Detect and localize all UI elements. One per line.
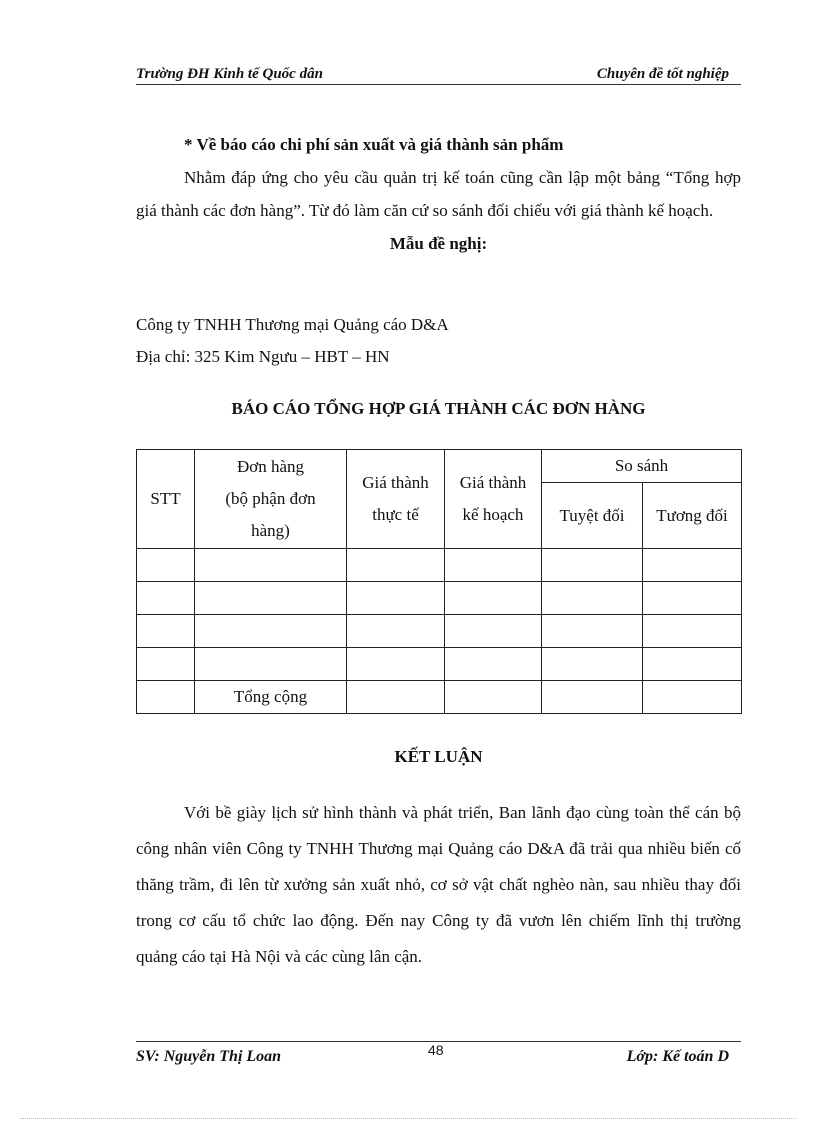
section-heading: * Về báo cáo chi phí sản xuất và giá thành sản phẩm	[184, 135, 564, 154]
conclusion-title: KẾT LUẬN	[394, 747, 483, 766]
col-header-planned-cost	[445, 450, 542, 549]
footer-student: SV: Nguyễn Thị Loan	[136, 1048, 282, 1065]
order-header-line1: Đơn hàng	[236, 457, 305, 476]
company-address: Địa chỉ: 325 Kim Ngưu – HBT – HN	[136, 347, 390, 366]
page-footer	[136, 1041, 741, 1068]
conclusion-section	[136, 795, 741, 975]
page-header	[136, 66, 741, 85]
company-info	[136, 309, 741, 373]
table-row	[137, 615, 742, 648]
col-header-absolute: Tuyệt đối	[542, 483, 643, 549]
order-header-line3: hàng)	[251, 521, 290, 540]
table-row	[137, 549, 742, 582]
report-title: BÁO CÁO TỔNG HỢP GIÁ THÀNH CÁC ĐƠN HÀNG	[231, 399, 646, 418]
col-header-compare: So sánh	[542, 450, 742, 483]
total-label: Tổng cộng	[195, 681, 347, 714]
section-paragraph: Nhằm đáp ứng cho yêu cầu quản trị kế toán cũng cần lập một bảng “Tổng hợp giá thành các đơn hàng”. Từ đó làm căn cứ so sánh đối chiếu với giá thành kế hoạch.	[136, 168, 741, 220]
actual-header-line2: thực tế	[372, 505, 419, 524]
total-row	[137, 681, 742, 714]
col-header-relative: Tương đối	[643, 483, 742, 549]
col-header-actual-cost	[347, 450, 445, 549]
cost-report-table	[136, 449, 742, 714]
company-name: Công ty TNHH Thương mại Quảng cáo D&A	[136, 315, 449, 334]
col-header-stt: STT	[137, 450, 195, 549]
section-intro	[136, 128, 741, 260]
header-thesis-type: Chuyên đề tốt nghiệp	[596, 66, 729, 82]
order-header-line2: (bộ phận đơn	[225, 489, 316, 508]
plan-header-line2: kế hoạch	[462, 505, 524, 524]
plan-header-line1: Giá thành	[459, 473, 527, 492]
col-header-order	[195, 450, 347, 549]
page-bottom-divider	[20, 1118, 796, 1119]
table-row	[137, 648, 742, 681]
actual-header-line1: Giá thành	[362, 473, 429, 492]
sample-title: Mẫu đề nghị:	[389, 234, 488, 253]
footer-class: Lớp: Kế toán D	[626, 1048, 729, 1065]
page-number: 48	[428, 1042, 444, 1058]
header-school: Trường ĐH Kinh tế Quốc dân	[136, 66, 323, 82]
table-row	[137, 582, 742, 615]
conclusion-paragraph: Với bề giày lịch sử hình thành và phát triển, Ban lãnh đạo cùng toàn thể cán bộ công nhân viên Công ty TNHH Thương mại Quảng cáo D&A đã trải qua nhiều biến cố thăng trầm, đi lên từ xưởng sản xuất nhỏ, cơ sở vật chất nghèo nàn, sau nhiều thay đổi trong cơ cấu tổ chức lao động. Đến nay Công ty đã vươn lên chiếm lĩnh thị trường quảng cáo tại Hà Nội và các cùng lân cận.	[136, 803, 741, 966]
